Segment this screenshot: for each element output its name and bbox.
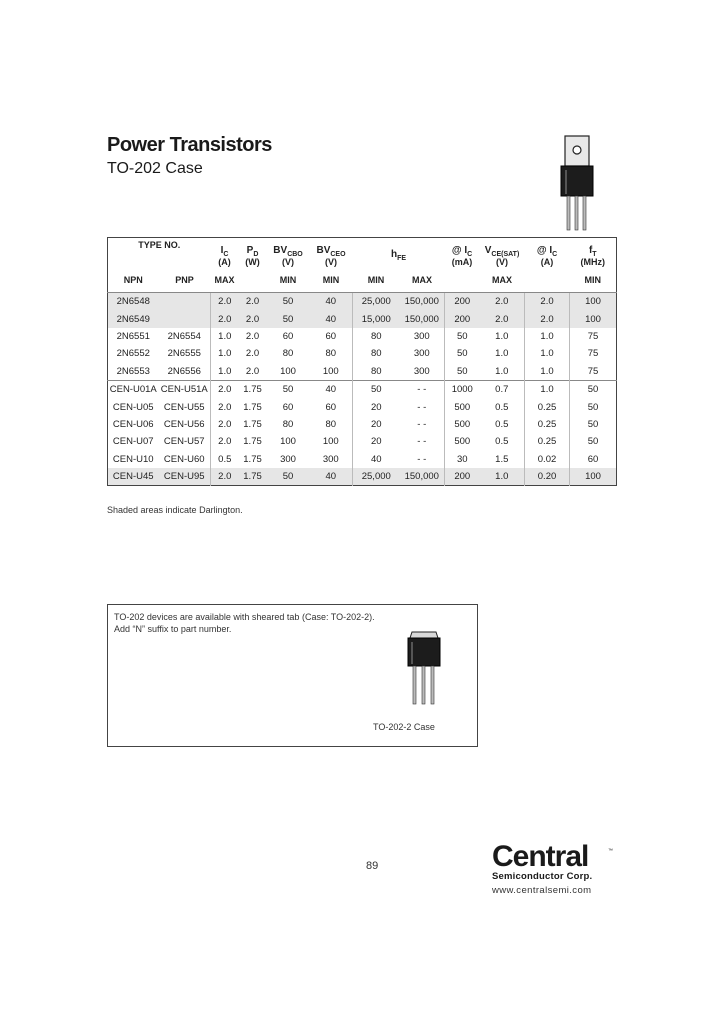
table-cell: 2N6549 — [108, 310, 159, 327]
table-cell — [159, 310, 211, 327]
central-logo — [492, 842, 612, 902]
table-cell: 2.0 — [211, 293, 239, 311]
table-cell: - - — [417, 418, 427, 430]
header-bvcbo: $BV_{CBO}$ (V) — [273, 244, 303, 268]
table-cell: CEN-U51A — [159, 380, 211, 398]
table-cell: CEN-U01A — [108, 380, 159, 398]
table-cell: 50 — [267, 380, 310, 398]
table-cell: 15,000 — [353, 310, 400, 327]
table-cell: 2N6548 — [108, 293, 159, 311]
subheader-cell: MIN — [310, 275, 353, 293]
table-cell: 2N6555 — [167, 348, 201, 360]
table-cell: 1.0 — [525, 328, 570, 345]
page-number: 89 — [366, 860, 379, 872]
subheader-cell: MAX — [480, 275, 525, 293]
table-cell: 60 — [282, 330, 294, 342]
subheader-cell: MAX — [400, 275, 445, 293]
table-cell: 40 — [310, 293, 353, 311]
table-cell: 2.0 — [211, 380, 239, 398]
table-cell: 60 — [325, 401, 337, 413]
table-cell: 1.75 — [239, 468, 267, 486]
table-cell: 150,000 — [400, 293, 445, 311]
to202-2-package-image — [400, 628, 448, 708]
table-cell: 60 — [282, 401, 294, 413]
table-cell: CEN-U06 — [112, 418, 154, 430]
table-cell: 50 — [570, 380, 617, 398]
table-cell — [159, 293, 211, 311]
table-cell: 50 — [353, 380, 400, 398]
table-cell: 1.0 — [525, 345, 570, 362]
table-cell: 50 — [267, 468, 310, 486]
table-row — [108, 416, 617, 433]
table-cell: 2.0 — [245, 330, 260, 342]
table-cell: 2.0 — [211, 310, 239, 327]
table-cell: 500 — [445, 433, 480, 450]
table-cell: 2N6553 — [116, 365, 150, 377]
table-cell: 75 — [570, 345, 617, 362]
table-row — [108, 451, 617, 468]
table-cell: 300 — [413, 365, 430, 377]
subheader-cell — [239, 275, 267, 293]
table-cell: 0.5 — [495, 401, 509, 413]
header-pd: $P_D$ (W) — [245, 244, 260, 268]
table-cell: 0.7 — [480, 380, 525, 398]
table-cell: 2.0 — [211, 398, 239, 415]
table-cell: 1.75 — [243, 418, 262, 430]
subheader-cell: MAX — [211, 275, 239, 293]
table-cell: 60 — [570, 451, 617, 468]
table-cell: 2.0 — [525, 293, 570, 311]
table-cell: 0.20 — [525, 468, 570, 486]
table-cell: 100 — [280, 365, 296, 377]
header-bvceo: $BV_{CEO}$ (V) — [316, 244, 346, 268]
table-cell: CEN-U56 — [163, 418, 205, 430]
table-cell: 50 — [570, 416, 617, 433]
table-cell: CEN-U95 — [159, 468, 211, 486]
table-cell: 2.0 — [239, 310, 267, 327]
darlington-note: Shaded areas indicate Darlington. — [107, 505, 243, 515]
table-cell: 1.0 — [211, 363, 239, 381]
table-cell: 1.75 — [239, 380, 267, 398]
table-cell: 2.0 — [211, 433, 239, 450]
table-cell: 150,000 — [400, 310, 445, 327]
table-cell: 25,000 — [353, 468, 400, 486]
table-cell: 50 — [570, 398, 617, 415]
table-cell: 500 — [445, 416, 480, 433]
table-cell: - - — [417, 453, 427, 465]
header-at-ic-ma: @ $I_C$ (mA) — [451, 244, 473, 268]
table-row — [108, 380, 617, 398]
table-cell: 1.0 — [211, 345, 239, 362]
table-cell: 20 — [353, 398, 400, 415]
subheader-cell: MIN — [353, 275, 400, 293]
subheader-cell — [445, 275, 480, 293]
table-cell: 2.0 — [480, 310, 525, 327]
table-cell: 1.0 — [495, 365, 509, 377]
table-cell: 100 — [570, 293, 617, 311]
table-cell: 150,000 — [400, 468, 445, 486]
table-cell: CEN-U05 — [112, 401, 154, 413]
table-cell: 1.0 — [211, 328, 239, 345]
table-cell: 60 — [325, 330, 337, 342]
table-cell: 80 — [353, 328, 400, 345]
table-cell: 30 — [445, 451, 480, 468]
subheader-cell — [525, 275, 570, 293]
table-cell: CEN-U57 — [163, 436, 205, 448]
table-cell: 80 — [282, 348, 294, 360]
table-cell: 2N6554 — [167, 330, 201, 342]
header-at-ic-a: @ $I_C$ (A) — [536, 244, 558, 268]
table-cell: 300 — [280, 453, 296, 465]
table-cell: 40 — [353, 451, 400, 468]
table-row — [108, 328, 617, 345]
table-cell: 2.0 — [239, 293, 267, 311]
info-line-2: Add “N” suffix to part number. — [114, 624, 232, 634]
table-cell: 200 — [445, 468, 480, 486]
subheader-cell: MIN — [570, 275, 617, 293]
table-cell: 40 — [310, 310, 353, 327]
table-row — [108, 310, 617, 327]
brand-name: Central — [492, 840, 589, 873]
table-cell: 300 — [413, 330, 430, 342]
table-cell: 1.5 — [495, 453, 509, 465]
table-cell: 2.0 — [480, 293, 525, 311]
table-cell: 200 — [445, 293, 480, 311]
table-cell: 75 — [570, 328, 617, 345]
table-cell: 50 — [267, 293, 310, 311]
table-cell: CEN-U55 — [163, 401, 205, 413]
table-cell: 80 — [325, 418, 337, 430]
website-url: www.centralsemi.com — [492, 885, 592, 896]
table-cell: 40 — [310, 468, 353, 486]
table-cell: 0.5 — [211, 451, 239, 468]
table-cell: - - — [417, 401, 427, 413]
table-row — [108, 293, 617, 311]
header-type-no: TYPE NO. — [138, 240, 181, 250]
header-ic: $I_C$ (A) — [218, 244, 231, 268]
table-cell: CEN-U45 — [108, 468, 159, 486]
table-cell: 2.0 — [245, 365, 260, 377]
header-hfe: $h_{FE}$ — [390, 249, 407, 262]
table-cell: 80 — [353, 345, 400, 362]
table-cell: 0.5 — [495, 436, 509, 448]
table-cell: 100 — [280, 436, 296, 448]
table-cell: 1.0 — [525, 380, 570, 398]
page-subtitle: TO-202 Case — [107, 160, 203, 177]
subheader-cell: NPN — [108, 275, 159, 293]
table-cell: 80 — [353, 363, 400, 381]
table-cell: 2.0 — [211, 416, 239, 433]
trademark-symbol: ™ — [608, 848, 613, 854]
table-cell: 40 — [310, 380, 353, 398]
table-row — [108, 433, 617, 450]
table-cell: 2.0 — [525, 310, 570, 327]
header-ft: $f_T$ (MHz) — [580, 244, 606, 268]
table-cell: 200 — [445, 310, 480, 327]
table-cell: - - — [400, 380, 445, 398]
table-cell: 80 — [282, 418, 294, 430]
table-cell: 2.0 — [245, 348, 260, 360]
table-cell: 25,000 — [353, 293, 400, 311]
table-cell: 500 — [445, 398, 480, 415]
page-title: Power Transistors — [107, 134, 272, 156]
table-cell: 300 — [322, 453, 339, 465]
table-cell: 100 — [570, 468, 617, 486]
to202-package-image — [552, 132, 598, 232]
table-cell: CEN-U60 — [163, 453, 205, 465]
table-cell: - - — [417, 436, 427, 448]
transistor-spec-table — [107, 237, 617, 486]
table-cell: 0.02 — [525, 451, 570, 468]
table-cell: 1.75 — [243, 453, 262, 465]
table-cell: 50 — [445, 345, 480, 362]
table-cell: 20 — [353, 433, 400, 450]
table-cell: 2N6552 — [116, 348, 150, 360]
table-row — [108, 363, 617, 381]
table-cell: CEN-U07 — [112, 436, 154, 448]
info-line-1: TO-202 devices are available with sheared tab (Case: TO-202-2). — [114, 612, 375, 622]
table-row — [108, 398, 617, 415]
table-cell: 1.75 — [243, 401, 262, 413]
table-cell: 0.25 — [525, 433, 570, 450]
subheader-cell: MIN — [267, 275, 310, 293]
table-cell: 75 — [570, 363, 617, 381]
case-caption: TO-202-2 Case — [373, 722, 435, 732]
table-cell: 50 — [445, 328, 480, 345]
table-cell: 2N6551 — [116, 330, 150, 342]
table-cell: 1.0 — [495, 330, 509, 342]
table-cell: 100 — [322, 365, 339, 377]
table-cell: 100 — [322, 436, 339, 448]
table-cell: 50 — [570, 433, 617, 450]
subheader-cell: PNP — [159, 275, 211, 293]
table-cell: 2N6556 — [167, 365, 201, 377]
header-vce-sat: $V_{CE(SAT)}$ (V) — [484, 244, 520, 268]
table-cell: 1000 — [445, 380, 480, 398]
table-cell: 2.0 — [211, 468, 239, 486]
table-cell: 1.0 — [495, 348, 509, 360]
table-cell: 50 — [445, 363, 480, 381]
table-cell: 0.5 — [495, 418, 509, 430]
table-cell: 80 — [325, 348, 337, 360]
table-cell: 1.0 — [480, 468, 525, 486]
table-cell: 0.25 — [525, 398, 570, 415]
table-row — [108, 345, 617, 362]
table-cell: 1.75 — [243, 436, 262, 448]
table-cell: 1.0 — [525, 363, 570, 381]
table-cell: 300 — [413, 348, 430, 360]
table-cell: 50 — [267, 310, 310, 327]
brand-corp: Semiconductor Corp. — [492, 871, 593, 882]
table-cell: 0.25 — [525, 416, 570, 433]
table-row — [108, 468, 617, 486]
table-cell: CEN-U10 — [112, 453, 154, 465]
table-cell: 100 — [570, 310, 617, 327]
table-cell: 20 — [353, 416, 400, 433]
